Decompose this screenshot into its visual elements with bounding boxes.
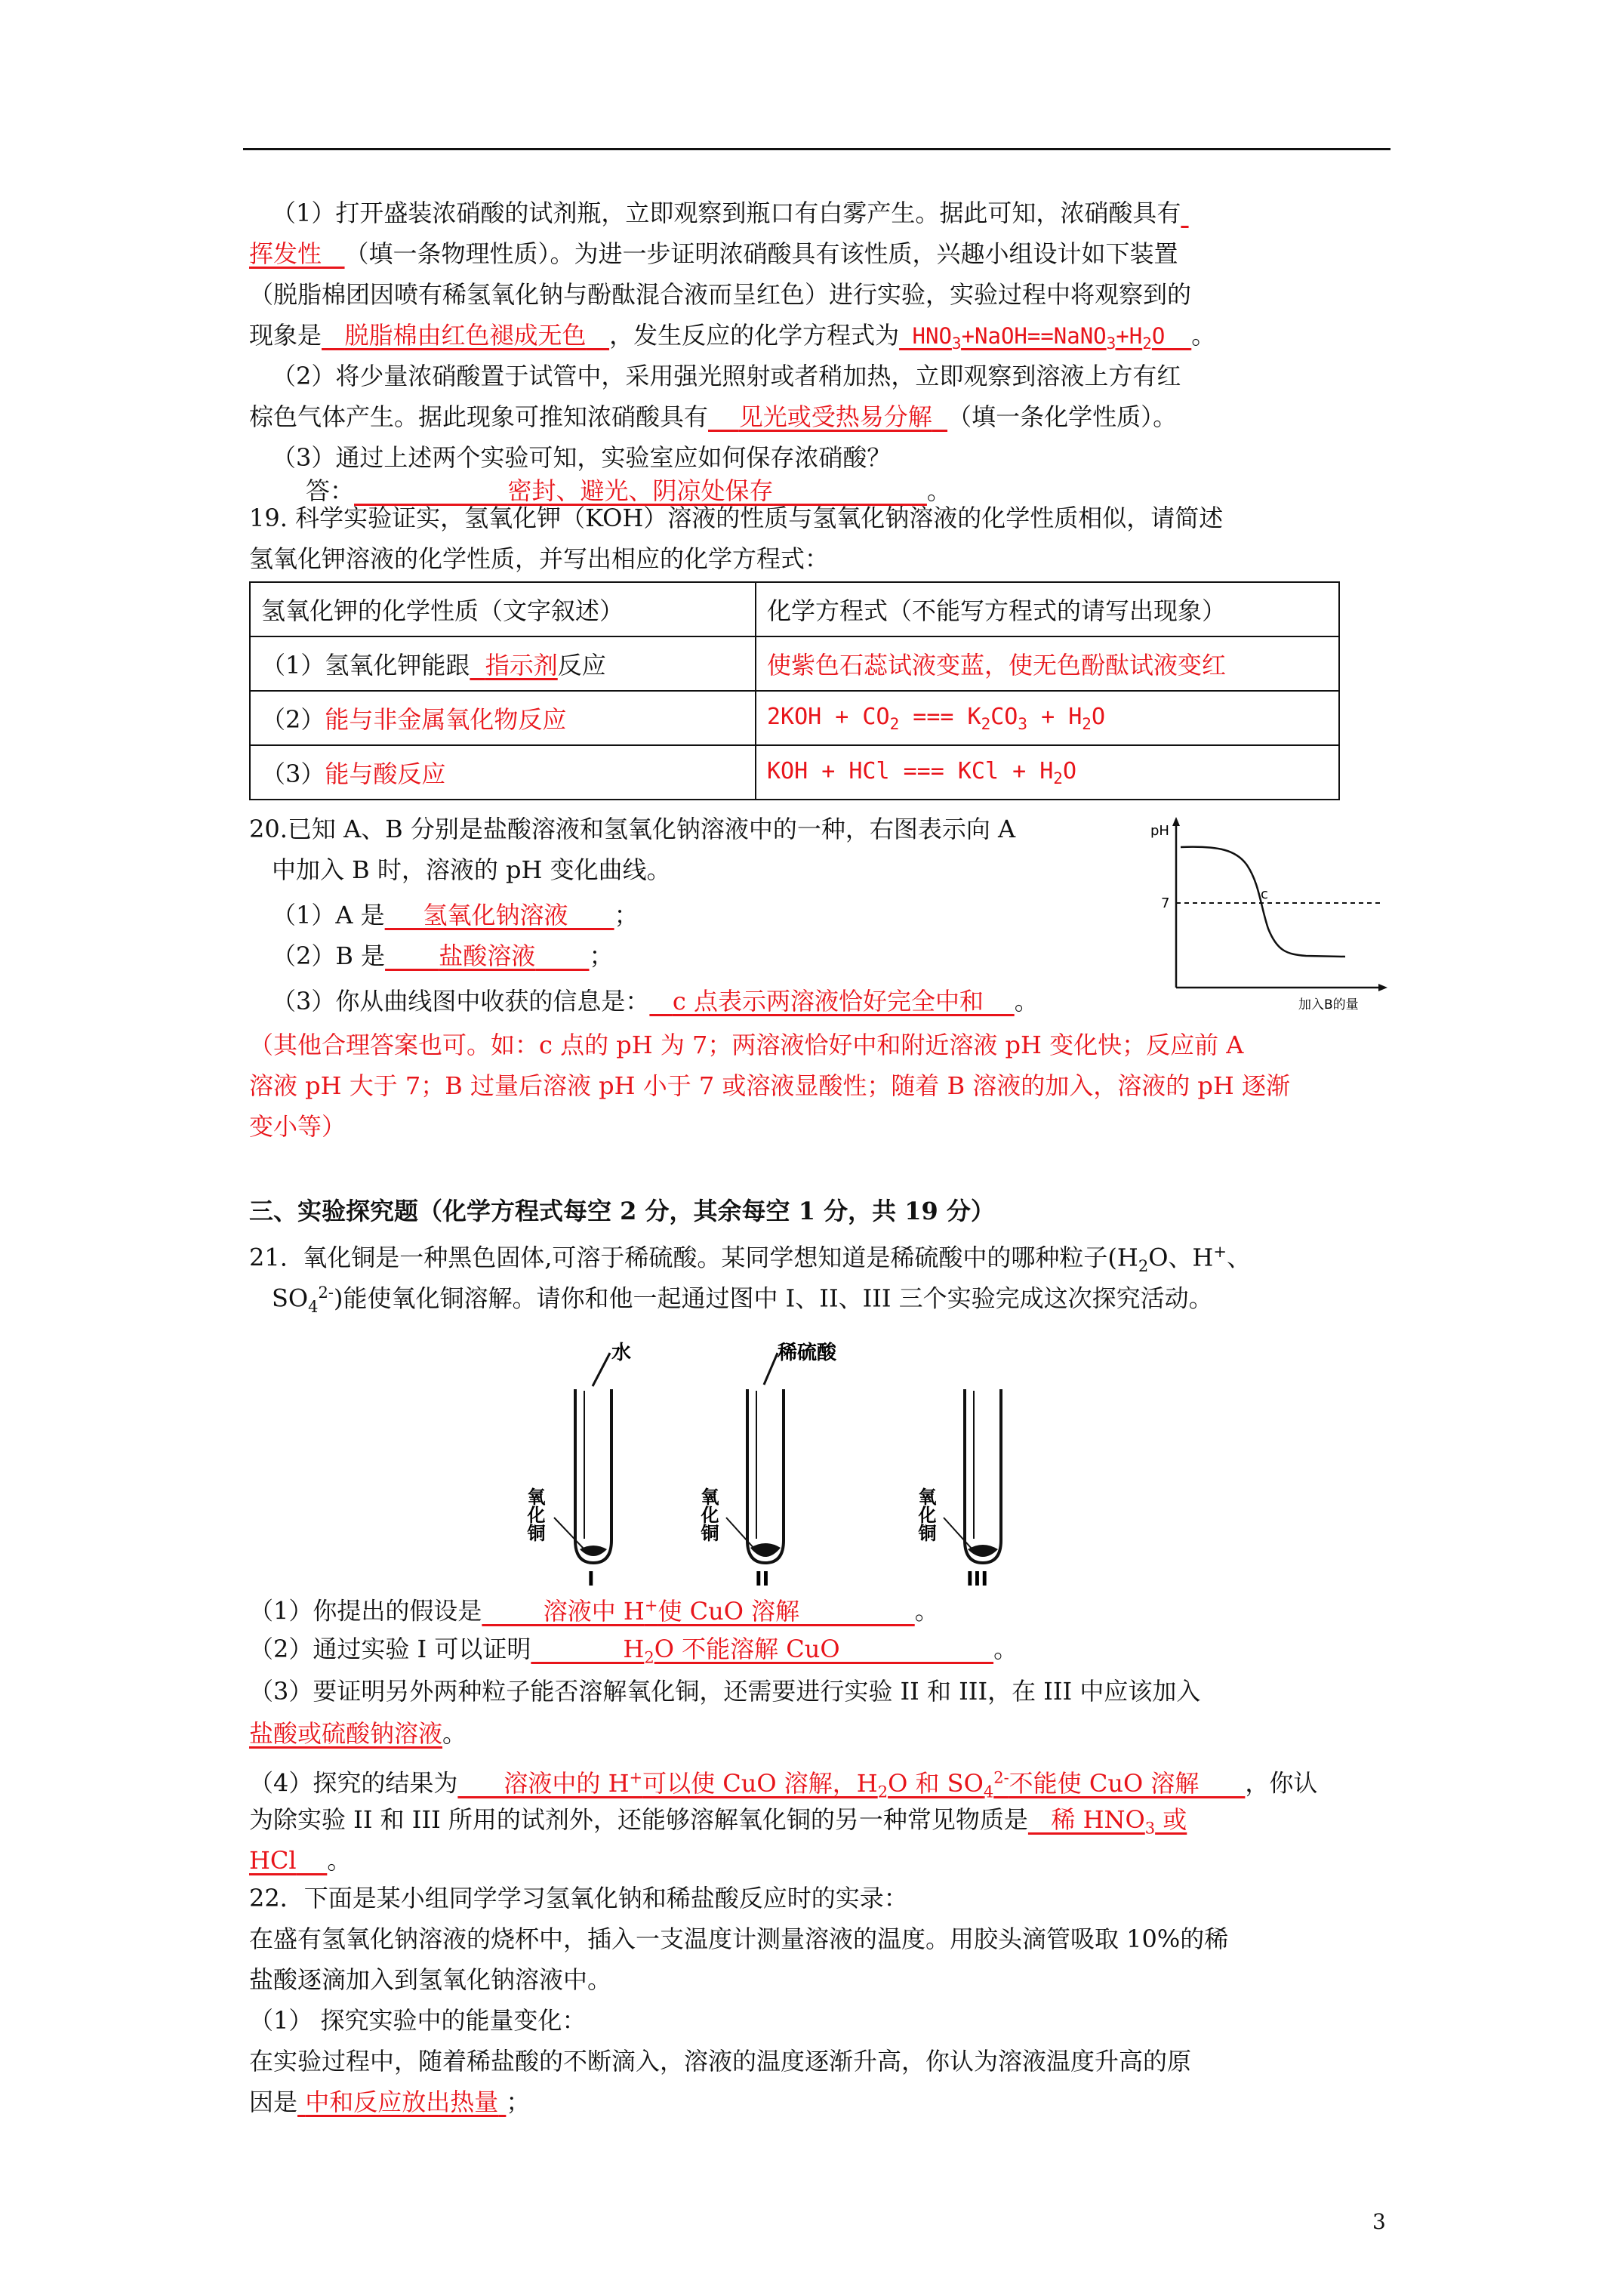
- answer-phenomenon: 脱脂棉由红色褪成无色: [344, 321, 587, 350]
- text: （2）将少量浓硝酸置于试管中，采用强光照射或者稍加热，立即观察到溶液上方有红: [272, 362, 1181, 390]
- text: ，你认: [1245, 1768, 1318, 1798]
- cuo-powder-1: [580, 1546, 607, 1556]
- cuo-pointer-1: [554, 1518, 584, 1549]
- q20-line2: [272, 855, 671, 885]
- ph-axis-label: pH: [1150, 823, 1169, 839]
- answer-reagent: 盐酸或硫酸钠溶液: [249, 1719, 443, 1748]
- page-number: 3: [1372, 2209, 1386, 2234]
- text: （3）通过上述两个实验可知，实验室应如何保存浓硝酸？: [272, 443, 892, 472]
- text: 中加入 B 时，溶液的 pH 变化曲线。: [272, 855, 671, 884]
- text: （1）你提出的假设是: [249, 1596, 482, 1626]
- q22-line4: （1） 探究实验中的能量变化：: [249, 2006, 587, 2035]
- answer-volatility: 挥发性: [249, 239, 322, 268]
- tube-label-3: III: [966, 1568, 989, 1586]
- q22-line1: 22．下面是某小组同学学习氢氧化钠和稀盐酸反应时的实录：: [249, 1884, 908, 1912]
- text: 19. 科学实验证实，氢氧化钾（KOH）溶液的性质与氢氧化钠溶液的化学性质相似，请简述: [249, 504, 1224, 532]
- koh-property-table: [249, 581, 1340, 800]
- text: （填一条物理性质）。为进一步证明浓硝酸具有该性质，兴趣小组设计如下装置: [344, 239, 1178, 268]
- q21-q4-line1: （4）探究的结果为 溶液中的 H+可以使 CuO 溶解，$H_2O$ 和 $SO_4^{2-}$不能使 CuO 溶解 ，你认: [249, 1768, 1318, 1801]
- ph-seven-label: 7: [1161, 895, 1170, 911]
- ph-curve-figure: [1147, 815, 1397, 1012]
- text: 氢氧化钾溶液的化学性质，并写出相应的化学方程式：: [249, 544, 830, 573]
- q18-p1-line2: [249, 239, 1178, 269]
- text: （2）通过实验 I 可以证明: [249, 1635, 531, 1663]
- text: （4）探究的结果为: [249, 1768, 458, 1798]
- header-rule: [243, 148, 1390, 150]
- text: （2）B 是: [272, 942, 386, 970]
- cuo-label-1: 氧化铜: [524, 1487, 545, 1542]
- answer-property: 见光或受热易分解: [738, 402, 932, 431]
- table-cell: KOH + HCl === KCl + $H_2O$: [756, 745, 1339, 800]
- table-cell: 使紫色石蕊试液变蓝，使无色酚酞试液变红: [756, 636, 1339, 691]
- cuo-powder-2: [750, 1543, 781, 1557]
- text: （脱脂棉团因喷有稀氢氧化钠与酚酞混合液而呈红色）进行实验，实验过程中将观察到的: [249, 280, 1192, 309]
- section-heading: 三、实验探究题（化学方程式每空 2 分，其余每空 1 分，共 19 分）: [249, 1197, 995, 1225]
- tube-label-2: II: [755, 1568, 770, 1586]
- table-cell: （3）能与酸反应: [250, 745, 756, 800]
- cuo-pointer-2: [726, 1518, 755, 1549]
- q18-p1-line4: 现象是 脱脂棉由红色褪成无色 ，发生反应的化学方程式为 $HNO_3+NaOH==NaNO_3+H_2O$ 。: [249, 321, 1216, 353]
- q21-q3-line2: 盐酸或硫酸钠溶液。: [249, 1719, 467, 1748]
- text: 棕色气体产生。据此现象可推知浓硝酸具有: [249, 402, 709, 431]
- text: 因是: [249, 2088, 298, 2116]
- q19-line2: [249, 544, 829, 574]
- q20-q3: （3）你从曲线图中收获的信息是： c 点表示两溶液恰好完全中和 。: [272, 987, 1039, 1015]
- answer-b: 盐酸溶液: [439, 942, 536, 970]
- q21-q4-line2: 为除实验 II 和 III 所用的试剂外，还能够溶解氧化铜的另一种常见物质是 稀 $HNO_3$ 或: [249, 1805, 1187, 1838]
- x-axis-arrow: [1378, 984, 1387, 991]
- q22-line6: 因是 中和反应放出热量 ；: [249, 2088, 531, 2116]
- test-tubes-figure: [521, 1336, 1042, 1586]
- q18-p2-line1: [272, 361, 1181, 391]
- y-axis-arrow: [1172, 817, 1180, 826]
- text: ，发生反应的化学方程式为: [609, 321, 900, 350]
- cuo-pointer-3: [944, 1518, 972, 1549]
- cuo-powder-3: [968, 1545, 998, 1557]
- answer-info: c 点表示两溶液恰好完全中和: [672, 987, 984, 1015]
- tube-label-1: I: [587, 1568, 595, 1586]
- table-row: [250, 636, 1339, 691]
- water-arrow: [593, 1353, 610, 1386]
- answer-equation: $HNO_3+NaOH==NaNO_3+H_2O$: [899, 323, 1192, 353]
- table-row: [250, 582, 1339, 636]
- q18-p3-question: [272, 442, 891, 473]
- test-tube-3: [965, 1389, 1001, 1563]
- acid-label: 稀硫酸: [778, 1342, 837, 1364]
- table-cell: （2）能与非金属氧化物反应: [250, 691, 756, 745]
- text: （3）你从曲线图中收获的信息是：: [272, 987, 650, 1015]
- test-tube-2: [747, 1389, 784, 1563]
- table-cell: $2KOH + CO_2$ === $K_2CO_3 + H_2O$: [756, 691, 1339, 745]
- q20-q2: （2）B 是 盐酸溶液 ；: [272, 942, 614, 970]
- text: 为除实验 II 和 III 所用的试剂外，还能够溶解氧化铜的另一种常见物质是: [249, 1805, 1028, 1834]
- water-label: 水: [611, 1342, 632, 1364]
- q18-p1-line3: [249, 279, 1191, 310]
- answer-a: 氢氧化钠溶液: [423, 901, 568, 929]
- answer-storage: 密封、避光、阴凉处保存: [507, 476, 774, 505]
- q21-line1: 21. 氧化铜是一种黑色固体,可溶于稀硫酸。某同学想知道是稀硫酸中的哪种粒子($H_2O$、H+、: [249, 1243, 1251, 1276]
- q22-line2: 在盛有氢氧化钠溶液的烧杯中，插入一支温度计测量溶液的温度。用胶头滴管吸取 10%的稀: [249, 1925, 1229, 1953]
- q19-line1: [249, 503, 1223, 533]
- q18-p3-answer-line: 答： 密封、避光、阴凉处保存 。: [306, 476, 951, 505]
- q21-q4-line3: HCl 。: [249, 1846, 352, 1875]
- answer-heat: 中和反应放出热量: [305, 2088, 499, 2116]
- q18-p2-line2: [249, 402, 1177, 432]
- answer-hcl: HCl: [249, 1846, 297, 1875]
- q20-q1: （1）A 是 氢氧化钠溶液 ；: [272, 901, 639, 929]
- text: 答：: [306, 476, 355, 505]
- q22-line5: 在实验过程中，随着稀盐酸的不断滴入，溶液的温度逐渐升高，你认为溶液温度升高的原: [249, 2047, 1192, 2076]
- table-row: [250, 691, 1339, 745]
- text: （1）打开盛装浓硝酸的试剂瓶，立即观察到瓶口有白雾产生。据此可知，浓硝酸具有: [272, 199, 1181, 227]
- q20-note-line2: 溶液 pH 大于 7；B 过量后溶液 pH 小于 7 或溶液显酸性；随着 B 溶液的加入，溶液的 pH 逐渐: [249, 1071, 1290, 1100]
- point-c-label: c: [1261, 886, 1268, 902]
- cuo-label-3: 氧化铜: [915, 1487, 936, 1542]
- q21-q3-line1: （3）要证明另外两种粒子能否溶解氧化铜，还需要进行实验 II 和 III，在 III 中应该加入: [249, 1677, 1201, 1706]
- q20-line1: [249, 814, 1015, 844]
- q21-q2: （2）通过实验 I 可以证明 $H_2O$ 不能溶解 CuO 。: [249, 1635, 1018, 1667]
- table-header: 氢氧化钾的化学性质（文字叙述）: [250, 582, 756, 636]
- q22-line3: 盐酸逐滴加入到氢氧化钠溶液中。: [249, 1965, 612, 1994]
- q21-line2: $SO_4^{2-}$)能使氧化铜溶解。请你和他一起通过图中 I、II、III 三个实验完成这次探究活动。: [272, 1284, 1213, 1317]
- q20-note-line3: 变小等）: [249, 1112, 346, 1141]
- cuo-label-2: 氧化铜: [698, 1487, 719, 1542]
- text: 20.已知 A、B 分别是盐酸溶液和氢氧化钠溶液中的一种，右图表示向 A: [249, 815, 1016, 843]
- q20-note-line1: （其他合理答案也可。如：c 点的 pH 为 7；两溶液恰好中和附近溶液 pH 变化快；反应前 A: [249, 1031, 1244, 1059]
- text: 现象是: [249, 321, 322, 350]
- table-header: 化学方程式（不能写方程式的请写出现象）: [756, 582, 1339, 636]
- q18-p1-line1: [272, 198, 1189, 228]
- test-tube-1: [575, 1389, 611, 1563]
- table-cell: （1）氢氧化钾能跟 指示剂反应: [250, 636, 756, 691]
- table-row: [250, 745, 1339, 800]
- text: （填一条化学性质）。: [947, 402, 1178, 431]
- text: （1）A 是: [272, 901, 385, 929]
- q21-q1: （1）你提出的假设是 溶液中 H+使 CuO 溶解 。: [249, 1596, 939, 1626]
- x-axis-label: 加入B的量: [1298, 997, 1359, 1012]
- acid-arrow: [764, 1353, 778, 1385]
